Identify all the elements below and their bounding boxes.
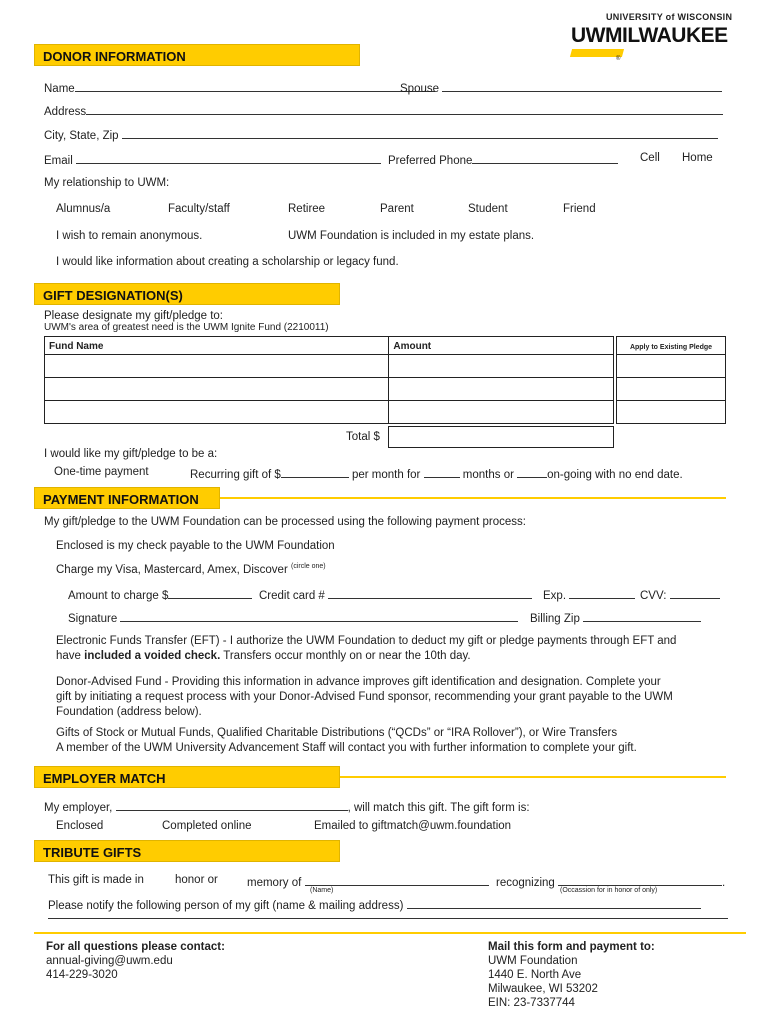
exp-field[interactable] — [543, 587, 635, 602]
eft-line-2: have included a voided check. Transfers occur monthly on or near the 10th day. — [56, 650, 471, 662]
anonymous-option[interactable]: I wish to remain anonymous. — [56, 230, 203, 242]
match-online-option[interactable]: Completed online — [162, 820, 252, 832]
rel-student[interactable]: Student — [468, 203, 508, 215]
daf-line-2: gift by initiating a request process with your Donor-Advised Fund sponsor, recommending your grant payable to the UWM — [56, 691, 673, 703]
match-emailed-option[interactable]: Emailed to giftmatch@uwm.foundation — [314, 820, 512, 832]
memory-label: memory of — [247, 877, 302, 889]
months-or-label: months or — [462, 469, 514, 481]
logo-reg: ® — [616, 56, 621, 62]
fund-row[interactable] — [45, 401, 614, 424]
eft-line-1: Electronic Funds Transfer (EFT) - I authorize the UWM Foundation to deduct my gift or pledge payments through EFT and — [56, 635, 677, 647]
pledge-row[interactable] — [617, 401, 726, 424]
charge-amount-label: Amount to charge $ — [68, 590, 169, 602]
amount-header: Amount — [393, 340, 432, 352]
cvv-field[interactable] — [640, 587, 720, 602]
stock-option[interactable] — [56, 726, 637, 756]
email-field[interactable] — [44, 152, 381, 167]
employer-will-label: , will match this gift. The gift form is: — [347, 802, 530, 814]
recognizing-label: recognizing — [496, 877, 555, 889]
rel-alumnus[interactable]: Alumnus/a — [56, 203, 111, 215]
memory-field[interactable] — [247, 874, 489, 889]
tribute-heading: TRIBUTE GIFTS — [43, 845, 142, 860]
rel-faculty[interactable]: Faculty/staff — [168, 203, 230, 215]
tribute-made-label: This gift is made in — [48, 874, 144, 886]
contact-block — [46, 940, 225, 982]
contact-heading: For all questions please contact: — [46, 941, 225, 953]
card-number-label: Credit card # — [259, 590, 325, 602]
stock-line-1: Gifts of Stock or Mutual Funds, Qualified Charitable Distributions (“QCDs” or “IRA Rollover”), or Wire Transfers — [56, 727, 618, 739]
notify-field[interactable] — [48, 897, 701, 912]
contact-email[interactable]: annual-giving@uwm.edu — [46, 955, 173, 967]
recognizing-field[interactable]: recognizing . — [496, 874, 725, 889]
total-label: Total $ — [346, 431, 380, 443]
match-enclosed-option[interactable]: Enclosed — [56, 820, 104, 832]
fund-table — [44, 336, 614, 424]
stock-line-2: A member of the UWM University Advancement Staff will contact you with further information to complete your gift. — [56, 742, 637, 754]
charge-option[interactable] — [56, 563, 326, 576]
pledge-row[interactable] — [617, 355, 726, 378]
fund-row[interactable] — [45, 378, 614, 401]
charge-label: Charge my Visa, Mastercard, Amex, Discover — [56, 563, 288, 576]
gift-section-header — [34, 283, 340, 305]
ignite-note: UWM's area of greatest need is the UWM Ignite Fund (2210011) — [44, 322, 329, 333]
employer-heading: EMPLOYER MATCH — [43, 771, 166, 786]
payment-heading: PAYMENT INFORMATION — [43, 492, 199, 507]
daf-line-1: Donor-Advised Fund - Providing this information in advance improves gift identification and designation. Complete your — [56, 676, 661, 688]
phone-field[interactable] — [388, 152, 618, 167]
recurring-label: Recurring gift of $ — [190, 469, 281, 481]
pledge-row[interactable] — [617, 378, 726, 401]
mail-org: UWM Foundation — [488, 955, 578, 967]
signature-field[interactable] — [68, 610, 518, 625]
address-field[interactable] — [44, 103, 723, 118]
payment-section-header — [34, 487, 726, 509]
onetime-option[interactable]: One-time payment — [54, 466, 149, 478]
name-hint: (Name) — [310, 887, 334, 894]
occasion-hint: (Occassion for in honor of only) — [560, 887, 658, 894]
ongoing-label: on-going with no end date. — [547, 469, 683, 481]
address-label: Address — [44, 106, 87, 118]
eft-option[interactable] — [56, 634, 676, 664]
city-label: City, State, Zip — [44, 130, 119, 142]
spouse-label: Spouse — [400, 83, 440, 95]
donor-heading: DONOR INFORMATION — [43, 49, 186, 64]
mail-city: Milwaukee, WI 53202 — [488, 983, 598, 995]
check-option[interactable]: Enclosed is my check payable to the UWM Foundation — [56, 540, 335, 552]
employer-label: My employer, — [44, 802, 113, 814]
home-option[interactable]: Home — [682, 152, 713, 164]
billing-zip-label: Billing Zip — [530, 613, 580, 625]
mail-heading: Mail this form and payment to: — [488, 941, 655, 953]
logo-top-text: UNIVERSITY of WISCONSIN — [606, 12, 733, 22]
footer-divider — [34, 932, 746, 934]
name-field[interactable] — [44, 80, 435, 95]
gift-type-label: I would like my gift/pledge to be a: — [44, 448, 218, 460]
notify-line-2[interactable] — [48, 918, 728, 919]
exp-label: Exp. — [543, 590, 567, 602]
notify-label: Please notify the following person of my gift (name & mailing address) — [48, 900, 404, 912]
city-field[interactable] — [44, 127, 718, 142]
per-month-label: per month for — [351, 469, 421, 481]
employer-section-header — [34, 766, 726, 788]
payment-intro: My gift/pledge to the UWM Foundation can be processed using the following payment process: — [44, 516, 526, 528]
rel-friend[interactable]: Friend — [563, 203, 596, 215]
fund-name-header: Fund Name — [49, 340, 104, 352]
phone-label: Preferred Phone — [388, 155, 473, 167]
circle-one-note: (circle one) — [290, 563, 326, 570]
fund-row[interactable] — [45, 355, 614, 378]
recurring-field[interactable] — [190, 466, 683, 481]
pledge-table — [616, 336, 726, 424]
apply-pledge-header: Apply to Existing Pledge — [629, 343, 713, 351]
rel-parent[interactable]: Parent — [380, 203, 414, 215]
relationship-label: My relationship to UWM: — [44, 177, 170, 189]
cvv-label: CVV: — [640, 590, 667, 602]
gift-heading: GIFT DESIGNATION(S) — [43, 288, 183, 303]
estate-option[interactable]: UWM Foundation is included in my estate plans. — [288, 230, 535, 242]
name-label: Name — [44, 83, 75, 95]
mail-ein: EIN: 23-7337744 — [488, 997, 575, 1009]
signature-label: Signature — [68, 613, 118, 625]
email-label: Email — [44, 155, 73, 167]
rel-retiree[interactable]: Retiree — [288, 203, 326, 215]
contact-phone: 414-229-3020 — [46, 969, 118, 981]
tribute-section-header — [34, 840, 340, 862]
daf-line-3: Foundation (address below). — [56, 706, 202, 718]
card-number-field[interactable] — [259, 587, 532, 602]
charge-amount-field[interactable] — [68, 587, 252, 602]
spouse-field[interactable] — [400, 80, 722, 95]
logo-brand-text: UWMILWAUKEE — [571, 24, 728, 47]
daf-option[interactable] — [56, 675, 673, 720]
mail-block — [488, 940, 655, 1010]
employer-field[interactable] — [44, 799, 530, 814]
honor-option[interactable]: honor or — [175, 874, 218, 886]
donor-section-header — [34, 44, 360, 66]
billing-zip-field[interactable] — [530, 610, 701, 625]
scholarship-option[interactable]: I would like information about creating a scholarship or legacy fund. — [56, 256, 399, 268]
mail-street: 1440 E. North Ave — [488, 969, 582, 981]
designate-label: Please designate my gift/pledge to: — [44, 310, 224, 322]
cell-option[interactable]: Cell — [640, 152, 660, 164]
total-box[interactable] — [388, 426, 614, 448]
